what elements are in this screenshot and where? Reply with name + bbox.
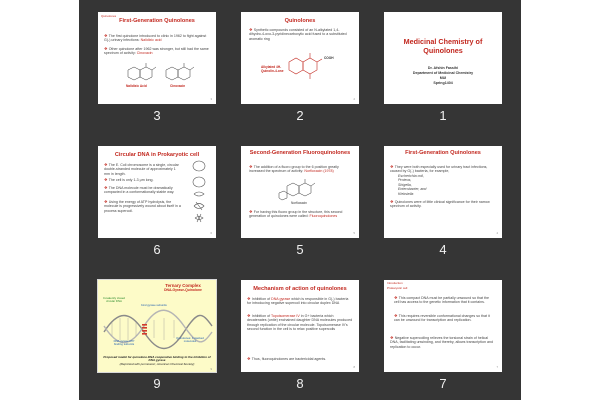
slide-page-number: 4 [496,232,498,235]
slide-bullet-3: ❖ Thus, fluoroquinolones are bactericidal agents. [247,356,327,361]
quinolone-core-structure [241,12,359,104]
slide-number-label: 9 [153,376,161,391]
molecule-label-1: Nalidixic Acid [126,84,147,88]
slide-bullet-2: ❖ Other quinolone after 1962 was stronger, but still had the same spectrum of activity: Cinoxacin [104,46,209,56]
dna-label-3: DNA gyrase ATP binding subunits [113,339,135,347]
slide-thumbnail-5[interactable] [241,146,359,238]
slide-sorter-panel [79,0,521,400]
slide-thumbnail-8[interactable] [241,280,359,372]
molecule-label: Alkylated 4H-Quinolin-4-one [261,65,284,73]
slide-thumbnail-6[interactable] [98,146,216,238]
slide-bullet-3: ❖ The DNA molecule must be dramatically compacted in a conformationally stable way. [104,185,175,195]
slide-number-label: 6 [153,242,161,257]
slide-bullet-1: ❖ The addition of a fluoro group to the 6 position greatly increased the spectrum of activity: Norfloxacin (1978) [249,164,339,174]
slide-title: Second-Generation Fluoroquinolones [249,150,351,156]
molecule-label: Norfloxacin [291,201,307,205]
supercoil-diagram [98,146,216,238]
slide-thumbnail-4[interactable] [384,146,502,238]
slide-page-number: 8 [353,366,355,369]
species-item: Enterobacter, and [398,187,427,192]
slide-number-label: 7 [439,376,447,391]
slide-bullet-2: ❖ This requires reversible conformational changes so that it can be unwound for transcription and replication. [394,313,490,323]
slide-page-number: 5 [353,232,355,235]
slide-term: Spring1404 [433,81,453,85]
slide-title: First-Generation Quinolones [119,18,195,24]
species-item: Escherichia coli, [398,174,424,178]
species-item: Proteus, [398,178,412,183]
bullet-icon: ❖ [247,313,252,318]
slide-department: Department of Medicinal Chemistry [412,71,474,75]
norfloxacin-structure [241,146,359,238]
slide-tag: Quinolones [101,14,117,18]
slide-bullet-1: ❖ The E. Coli chromosome is a single, circular double-stranded molecule of approximately 1 mm in length. [104,162,179,176]
slide-bullet-1: ❖ Inhibition of DNA gyrase which is responsible in G(-) bacteria for introducing negative supercoil into circular duplex DNA [247,296,349,306]
bullet-icon: ❖ [104,162,109,167]
slide-title: Ternary Complex [165,283,201,288]
molecule-label-2: Cinoxacin [170,84,186,88]
slide-page-number: 2 [353,98,355,101]
slide-bullet-2: ❖ Inhibition of Topoisomerase IV in G+ bacteria which decatenates (untie) enchained daughter DNA molecules produced through replication of the circular molecule. Topoisomerase IV's second function in the cell is to relax positive supercoils [247,313,353,332]
slide-title: Circular DNA in Prokaryotic cell [114,152,200,158]
slide-bullet-1: ❖ They were both especially used for urinary tract infections, caused by G(-) bacteria, for example, [390,164,488,174]
bullet-icon: ❖ [104,177,109,182]
slide-thumbnail-3[interactable] [98,12,216,104]
figure-caption: Proposed model for quinolone-DNA cooperative binding to the inhibition of DNA gyrase [103,354,211,363]
slide-bullet-2: ❖ For having this fluoro group in the structure, this second generation of quinolones were called: Fluoroquinolones [249,209,343,219]
slide-title: First-Generation Quinolones [405,150,481,156]
bullet-icon: ❖ [104,33,109,38]
species-item: Shigella, [398,182,412,187]
bullet-icon: ❖ [394,295,399,300]
slide-tag-2: Prokaryotic cell [387,286,408,290]
slide-number-label: 4 [439,242,447,257]
bullet-icon: ❖ [390,199,395,204]
slide-number-label: 2 [296,108,304,123]
bullet-icon: ❖ [249,209,254,214]
slide-title: Quinolones [284,18,316,24]
species-list [398,174,496,196]
slide-page-number: 9 [210,368,212,371]
slide-number-label: 8 [296,376,304,391]
bullet-icon: ❖ [249,164,254,169]
slide-subtitle: DNA-Gyrase-Quinolone [164,288,202,292]
bullet-icon: ❖ [104,46,109,51]
bullet-icon: ❖ [249,27,254,32]
slide-bullet-2: ❖ Quinolones were of little clinical significance for their narrow spectrum of activity. [390,199,490,209]
molecule-structures [98,12,216,104]
slide-page-number: 3 [210,98,212,101]
slide-thumbnail-2[interactable] [241,12,359,104]
slide-number-label: 1 [439,108,447,123]
cooh-label: COOH [324,56,334,60]
slide-bullet-3: ❖ Negative supercoiling relieves the torsional strain of helical DNA, facilitating unwinding, and thereby, allows transcription and replication to occur. [390,335,494,349]
slide-tag: Introduction [387,281,403,285]
bullet-icon: ❖ [394,313,399,318]
slide-title: Mechanism of action of quinolones [253,286,347,292]
bullet-icon: ❖ [390,335,395,340]
bullet-icon: ❖ [104,185,109,190]
slide-page-number: 7 [496,366,498,369]
bullet-icon: ❖ [247,356,252,361]
slide-bullet-1: ❖ This compact DNA must be partially unwound so that the cell has access to the genetic information that it contains. [394,295,489,305]
slide-university: MUI [439,76,447,80]
figure-caption-source: (Reprinted with permission; American Chemical Society) [119,362,195,367]
bullet-icon: ❖ [390,164,395,169]
dna-label-4: Quinolones: 4 stacked molecules [176,336,204,344]
bullet-icon: ❖ [247,296,252,301]
slide-number-label: 3 [153,108,161,123]
bullet-icon: ❖ [104,199,109,204]
slide-bullet-4: ❖ Using the energy of ATP hydrolysis, the molecule is progressively wound about itself in a process supercoil. [104,199,181,213]
slide-number-label: 5 [296,242,304,257]
slide-thumbnail-7[interactable] [384,280,502,372]
slide-page-number: 6 [210,232,212,235]
dna-label-2: bind gyrase subunits [141,303,167,307]
slide-bullet-1: ❖ The first quinolone introduced to clinic in 1962 to fight against G(-) urinary infections: Nalidixic acid [104,33,207,43]
slide-title: Medicinal Chemistry of Quinolones [403,37,483,55]
slide-thumbnail-1[interactable] [384,12,502,104]
slide-bullet-2: ❖ The cell is only 1-3 μm long. [104,177,154,182]
slide-author: Dr. Afshin Fassihi [427,66,459,70]
dna-label-1: Covalently closed circular DNA [103,296,125,304]
species-item: Klebsiella [398,191,414,196]
slide-bullet-1: ❖ Synthetic compounds consisted of an N-alkylated 1,4-dihydro-4-oxo-3-pyridinecarboxylic acid fused to a substituted aromatic ring [249,27,347,41]
slide-thumbnail-9[interactable] [98,280,216,372]
